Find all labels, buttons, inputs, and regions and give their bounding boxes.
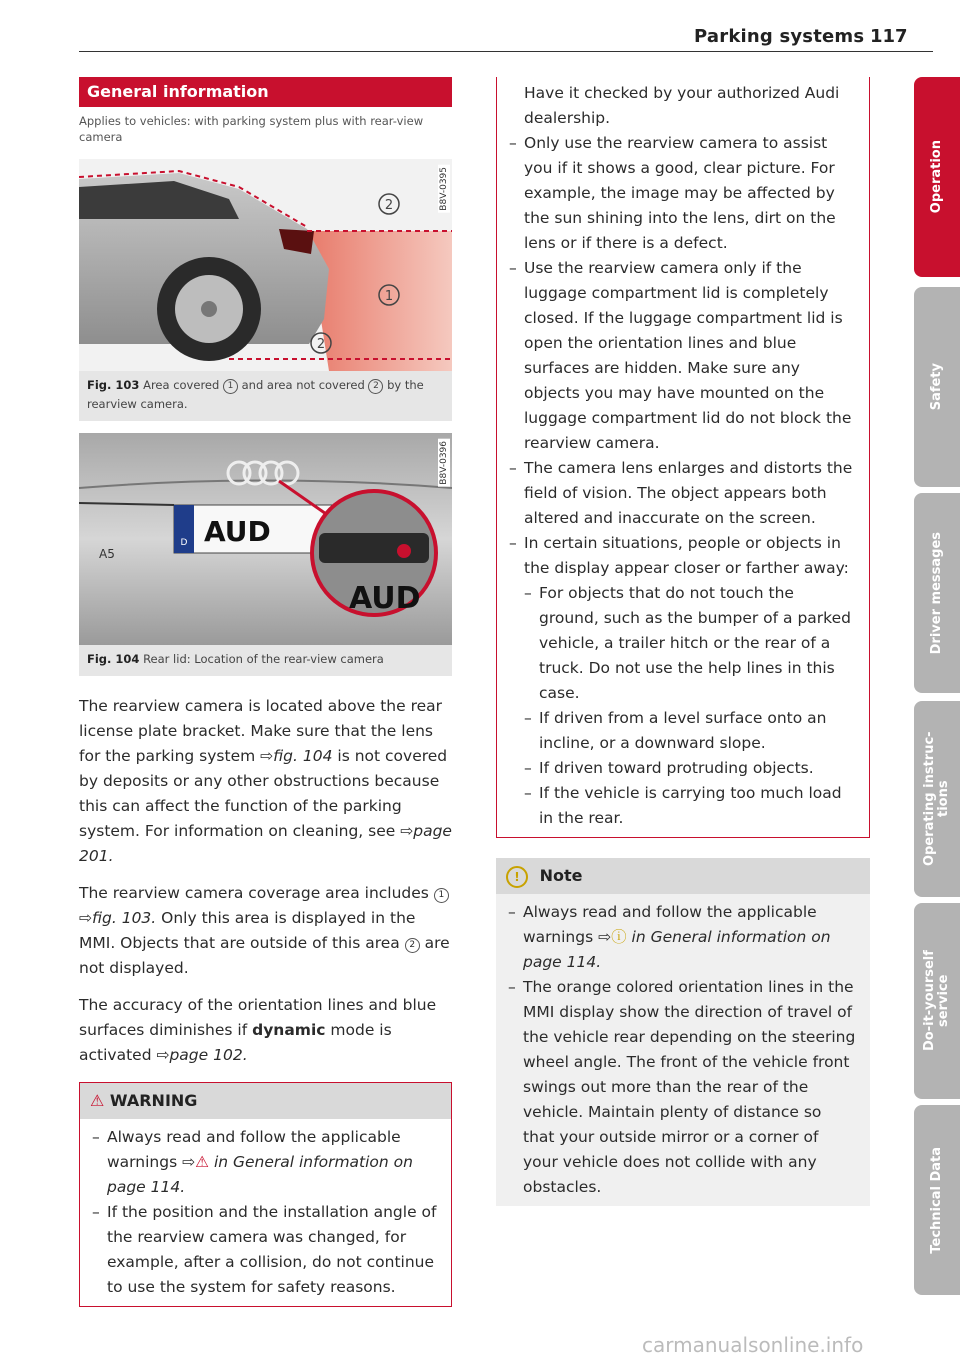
cross-reference-link[interactable]: in General information on page 114. bbox=[523, 928, 831, 971]
continued-text: Have it checked by your authorized Audi dealership. bbox=[524, 84, 840, 127]
tab-label: Driver messages bbox=[929, 531, 944, 655]
figure-103-caption bbox=[79, 371, 452, 421]
tab-safety[interactable] bbox=[914, 287, 960, 487]
text: The rearview camera is located above the rear license plate bracket. Make sure that the lens for the parking system bbox=[79, 697, 443, 765]
list-item: – The camera lens enlarges and distorts the field of vision. The object appears both altered and inaccurate on the screen. bbox=[509, 456, 855, 531]
sub-list-item: – If driven toward protruding objects. bbox=[524, 756, 855, 781]
arrow-ref-icon: ⇨ bbox=[156, 1046, 170, 1064]
caption-text: by the rearview camera. bbox=[87, 378, 424, 411]
tab-driver-messages[interactable] bbox=[914, 493, 960, 693]
note-title: Note bbox=[539, 866, 583, 885]
figure-103 bbox=[79, 159, 452, 421]
page-number: 117 bbox=[870, 26, 908, 47]
svg-text:AUD: AUD bbox=[349, 581, 421, 616]
chapter-title: Parking systems bbox=[694, 26, 865, 47]
tab-label: Do-it-yourself service bbox=[922, 950, 951, 1052]
sub-list-item: – For objects that do not touch the ground, such as the bumper of a parked vehicle, a trailer hitch or the rear of a truck. Do not use the help lines in this case. bbox=[524, 581, 855, 706]
list-item: – If the position and the installation angle of the rearview camera was changed, for example, after a collision, do not continue to use the system for safety reasons. bbox=[92, 1200, 437, 1300]
svg-text:2: 2 bbox=[316, 337, 326, 352]
warning-continued-box bbox=[496, 77, 870, 838]
list-item: – Only use the rearview camera to assist you if it shows a good, clear picture. For example, the image may be affected by the sun shining into the lens, dirt on the lens or if there is a defect. bbox=[509, 131, 855, 256]
text: mode is activated bbox=[79, 1021, 392, 1064]
list-item bbox=[509, 531, 855, 831]
text: Always read and follow the applicable warnings bbox=[107, 1128, 401, 1171]
warning-box bbox=[79, 1082, 452, 1307]
list-item bbox=[92, 1125, 437, 1200]
figure-104-caption bbox=[79, 645, 452, 676]
figure-104-image bbox=[79, 433, 452, 645]
figure-ref-code: B8V-0395 bbox=[439, 167, 449, 211]
text: is not covered by deposits or any other obstructions because this can affect the function of the parking system. For information on cleaning, see bbox=[79, 747, 448, 840]
arrow-ref-icon: ⇨ bbox=[79, 909, 92, 927]
info-circle-icon: ! bbox=[506, 866, 528, 888]
warning-triangle-icon: ⚠ bbox=[195, 1153, 209, 1171]
callout-number-1: 1 bbox=[434, 888, 449, 903]
left-body-text bbox=[79, 694, 452, 1068]
figure-103-image bbox=[79, 159, 452, 371]
svg-text:A5: A5 bbox=[99, 547, 115, 561]
callout-number-2: 2 bbox=[368, 379, 383, 394]
text: are not displayed. bbox=[79, 934, 450, 977]
plate-text: AUD bbox=[204, 515, 271, 548]
figure-ref-code: B8V-0396 bbox=[439, 441, 449, 485]
arrow-ref-icon: ⇨ bbox=[598, 928, 612, 946]
warning-triangle-icon: ⚠ bbox=[90, 1091, 105, 1110]
text: The rearview camera coverage area includes bbox=[79, 884, 429, 902]
right-column bbox=[496, 77, 870, 1206]
page-link[interactable]: page 102. bbox=[169, 1046, 248, 1064]
tab-operating-instructions[interactable] bbox=[914, 701, 960, 897]
figure-label: Fig. 103 bbox=[87, 378, 140, 392]
warning-body bbox=[80, 1119, 451, 1306]
text: Only this area is displayed in the MMI. Objects that are outside of this area bbox=[79, 909, 416, 952]
applies-to-note: Applies to vehicles: with parking system plus with rear-view camera bbox=[79, 114, 424, 144]
caption-text: Area covered bbox=[143, 378, 220, 392]
sub-list-item: – If the vehicle is carrying too much load in the rear. bbox=[524, 781, 855, 831]
tab-operation[interactable] bbox=[914, 77, 960, 277]
info-circle-icon: ⓘ bbox=[611, 928, 627, 946]
paragraph bbox=[79, 694, 452, 869]
callout-number-2: 2 bbox=[405, 938, 420, 953]
tab-technical-data[interactable] bbox=[914, 1105, 960, 1295]
arrow-ref-icon: ⇨ bbox=[182, 1153, 196, 1171]
svg-text:2: 2 bbox=[384, 198, 394, 213]
tab-label: Safety bbox=[929, 363, 944, 411]
text: Always read and follow the applicable warnings bbox=[523, 903, 817, 946]
figure-label: Fig. 104 bbox=[87, 652, 140, 666]
car-rear-illustration bbox=[79, 159, 452, 371]
watermark: carmanualsonline.info bbox=[642, 1333, 864, 1357]
arrow-ref-icon: ⇨ bbox=[400, 822, 414, 840]
note-header bbox=[496, 858, 870, 894]
figure-104 bbox=[79, 433, 452, 676]
arrow-ref-icon: ⇨ bbox=[260, 747, 274, 765]
text: In certain situations, people or objects in the display appear closer or farther away: bbox=[524, 534, 849, 577]
header-rule bbox=[79, 51, 933, 52]
paragraph bbox=[79, 881, 452, 981]
section-heading: General information bbox=[79, 77, 452, 107]
warning-header bbox=[80, 1083, 451, 1119]
tab-label: Operation bbox=[929, 140, 944, 214]
page-link[interactable]: page 201. bbox=[79, 822, 452, 865]
tab-label: Technical Data bbox=[929, 1146, 944, 1254]
plate-country: D bbox=[180, 538, 188, 548]
list-item: – Use the rearview camera only if the luggage compartment lid is completely closed. If the luggage compartment lid is open the orientation lines and blue surfaces are hidden. Make sure any objects you may have mounted on the luggage compartment lid do not block the rearview camera. bbox=[509, 256, 855, 456]
text: The accuracy of the orientation lines and blue surfaces diminishes if bbox=[79, 996, 437, 1039]
note-body bbox=[496, 894, 870, 1206]
caption-text: Rear lid: Location of the rear-view camera bbox=[143, 652, 384, 666]
left-column bbox=[79, 77, 452, 1307]
tab-do-it-yourself-service[interactable] bbox=[914, 903, 960, 1099]
list-item: – The orange colored orientation lines in the MMI display show the direction of travel of the vehicle rear depending on the steering wheel angle. The front of the vehicle front swings out more than the rear of the vehicle. Maintain plenty of distance so that your outside mirror or a corner of your vehicle does not collide with any obstacles. bbox=[508, 975, 856, 1200]
figure-link[interactable]: fig. 104 bbox=[273, 747, 333, 765]
svg-text:1: 1 bbox=[384, 289, 394, 304]
cross-reference-link[interactable]: in General information on page 114. bbox=[107, 1153, 413, 1196]
figure-link[interactable]: fig. 103. bbox=[92, 909, 157, 927]
caption-text: and area not covered bbox=[241, 378, 365, 392]
warning-title: WARNING bbox=[109, 1091, 198, 1110]
tab-label: Operating instruc-tions bbox=[922, 731, 951, 867]
paragraph bbox=[79, 993, 452, 1068]
list-item bbox=[508, 900, 856, 975]
rear-lid-illustration bbox=[79, 433, 452, 645]
callout-number-1: 1 bbox=[223, 379, 238, 394]
sub-list-item: – If driven from a level surface onto an incline, or a downward slope. bbox=[524, 706, 855, 756]
bold-term: dynamic bbox=[252, 1021, 326, 1039]
